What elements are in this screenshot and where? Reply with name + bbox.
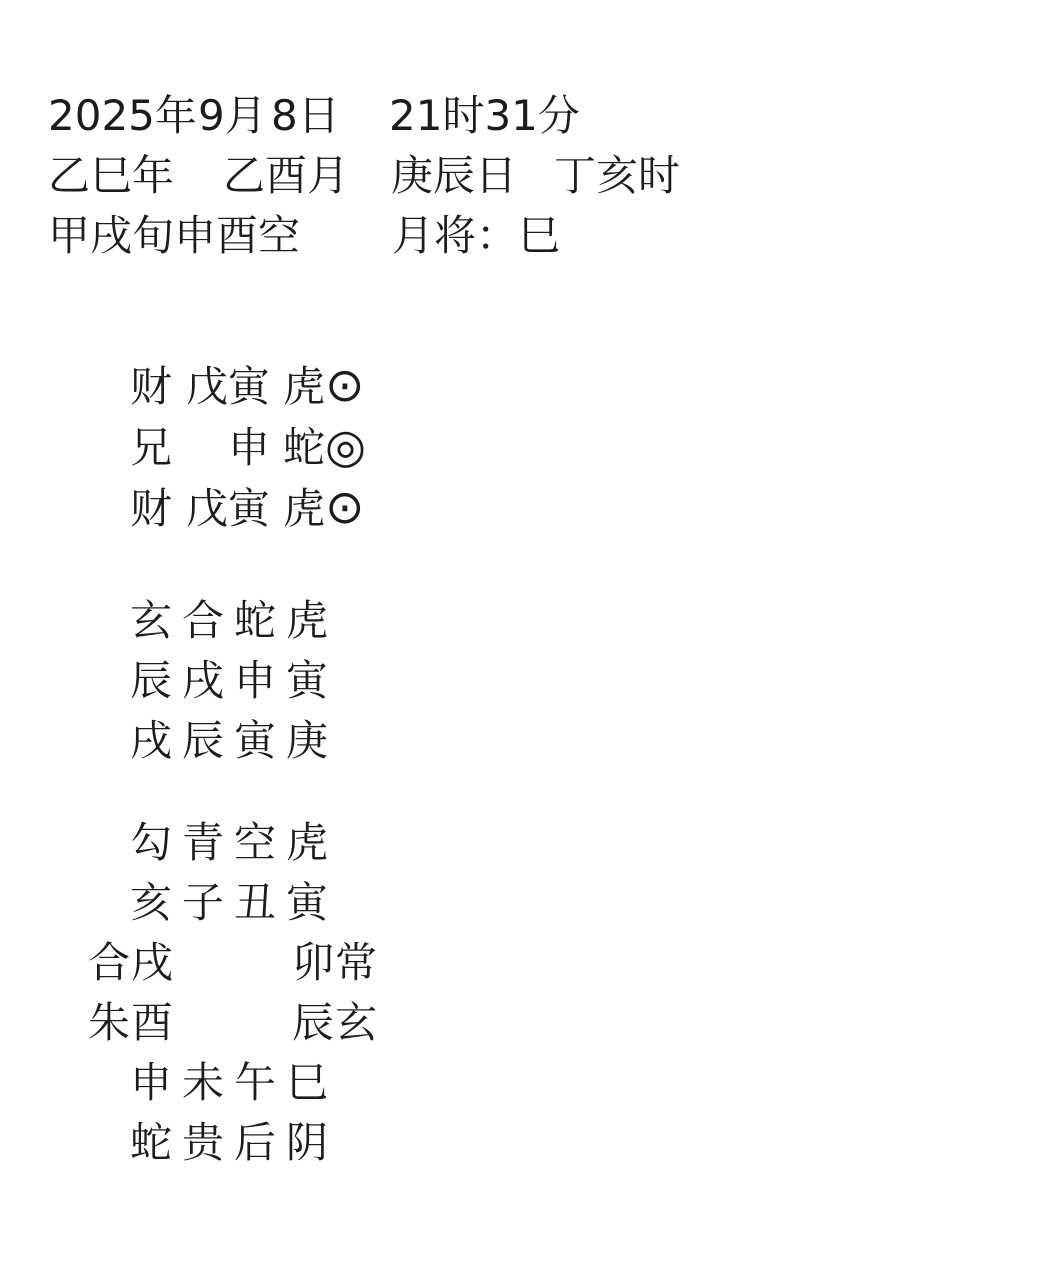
- pan-top-branches: [130, 873, 328, 933]
- sike-cell: 寅: [234, 716, 277, 765]
- date-time: 21时31分: [389, 91, 580, 140]
- pan-cell: 虎: [286, 818, 329, 867]
- sike-cell: 玄: [130, 596, 173, 645]
- relation-label: 兄: [130, 423, 173, 472]
- yue-jiang-text: 月将：巳: [392, 211, 561, 260]
- pan-cell: 常: [335, 938, 378, 987]
- sike-cell: 辰: [182, 716, 225, 765]
- pillar-day: 庚辰日: [391, 151, 518, 200]
- pan-left-pair-1: [88, 933, 173, 993]
- circled-dot-mark: ⊙: [325, 358, 365, 413]
- pan-cell: 蛇: [130, 1118, 173, 1167]
- pan-bottom-generals: [130, 1113, 328, 1173]
- sike-cell: 庚: [286, 716, 329, 765]
- pan-cell: 贵: [182, 1118, 225, 1167]
- sike-cell: 戌: [130, 716, 173, 765]
- sike-cell: 合: [182, 596, 225, 645]
- pillar-year: 乙巳年: [48, 151, 175, 200]
- date-year: 2025年: [48, 91, 197, 140]
- pan-cell: 朱: [88, 998, 131, 1047]
- ganzhi-label: 戊寅: [185, 362, 270, 411]
- xunkong-line: [0, 206, 1056, 266]
- pan-right-pair-2: [292, 993, 377, 1053]
- pan-cell: 卯: [292, 938, 335, 987]
- sike-cell: 虎: [286, 596, 329, 645]
- double-circle-mark: ◎: [325, 419, 367, 474]
- sanchuan-row-2: [130, 417, 366, 478]
- sike-cell: 蛇: [234, 596, 277, 645]
- general-label: 虎: [283, 362, 326, 411]
- pan-left-pair-2: [88, 993, 173, 1053]
- date-day: 8日: [271, 91, 340, 140]
- pan-cell: 亥: [130, 878, 173, 927]
- pan-cell: 空: [234, 818, 277, 867]
- general-label: 蛇: [283, 423, 326, 472]
- sike-cell: 寅: [286, 656, 329, 705]
- circled-dot-mark: ⊙: [325, 480, 365, 535]
- pan-cell: 巳: [286, 1058, 329, 1107]
- date-line: [0, 86, 1056, 146]
- pan-cell: 子: [182, 878, 225, 927]
- xun-kong-text: 甲戌旬申酉空: [48, 211, 301, 260]
- sanchuan-row-1: [130, 356, 364, 417]
- pan-right-pair-1: [292, 933, 377, 993]
- sike-upper-row: [130, 651, 328, 711]
- general-label: 虎: [283, 484, 326, 533]
- pillar-hour: 丁亥时: [554, 151, 681, 200]
- pan-cell: 勾: [130, 818, 173, 867]
- pan-cell: 未: [182, 1058, 225, 1107]
- pillars-line: [0, 146, 1056, 206]
- pan-cell: 寅: [286, 878, 329, 927]
- ganzhi-label: 申: [227, 423, 270, 472]
- pan-cell: 阴: [286, 1118, 329, 1167]
- pan-bottom-branches: [130, 1053, 328, 1113]
- pan-top-generals: [130, 813, 328, 873]
- sike-cell: 申: [234, 656, 277, 705]
- pan-cell: 合: [88, 938, 131, 987]
- relation-label: 财: [130, 484, 173, 533]
- pan-cell: 申: [130, 1058, 173, 1107]
- pillar-month: 乙酉月: [223, 151, 350, 200]
- pan-cell: 青: [182, 818, 225, 867]
- pan-cell: 丑: [234, 878, 277, 927]
- pan-cell: 玄: [335, 998, 378, 1047]
- sike-lower-row: [130, 711, 328, 771]
- pan-cell: 辰: [292, 998, 335, 1047]
- date-month: 9月: [198, 91, 267, 140]
- pan-cell: 戌: [131, 938, 174, 987]
- pan-cell: 酉: [131, 998, 174, 1047]
- pan-cell: 午: [234, 1058, 277, 1107]
- sanchuan-row-3: [130, 478, 364, 539]
- sike-generals-row: [130, 591, 328, 651]
- pan-cell: 后: [234, 1118, 277, 1167]
- sike-cell: 戌: [182, 656, 225, 705]
- sike-cell: 辰: [130, 656, 173, 705]
- ganzhi-label: 戊寅: [185, 484, 270, 533]
- relation-label: 财: [130, 362, 173, 411]
